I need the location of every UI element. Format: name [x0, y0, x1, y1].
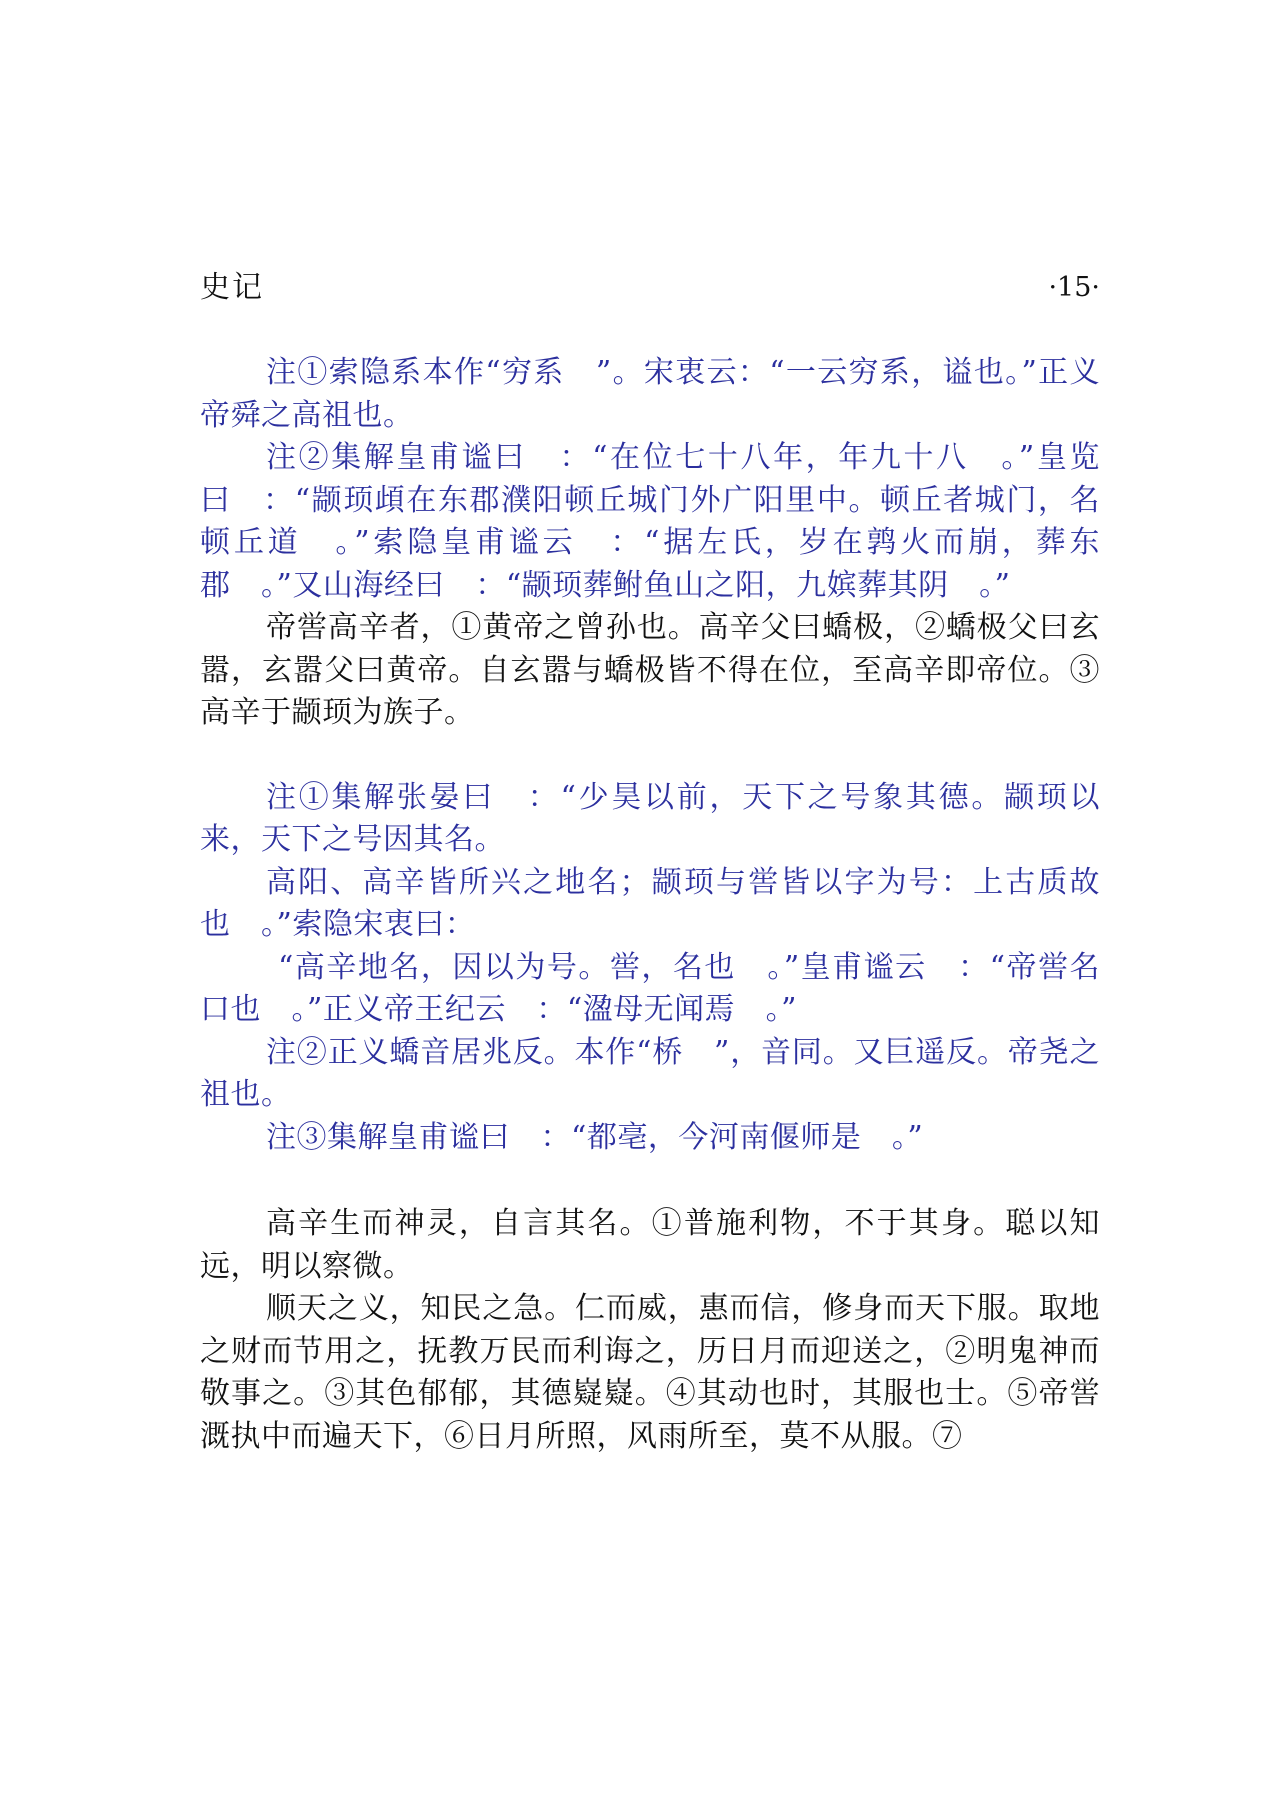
annotation-paragraph: “高辛地名，因以为号。喾，名也 。”皇甫谧云 ：“帝喾名口也 。”正义帝王纪云 ：“溋母无闻焉 。” — [200, 949, 1100, 1027]
paragraph-spacer — [200, 735, 1100, 777]
page-number: ·15· — [1048, 272, 1100, 303]
running-head — [200, 268, 1100, 308]
annotation-paragraph: 注①索隐系本作“穷系 ”。宋衷云：“一云穷系，谥也。”正义帝舜之高祖也。 — [200, 355, 1100, 433]
annotation-paragraph: 注③集解皇甫谧曰 ：“都亳，今河南偃师是 。” — [266, 1119, 924, 1155]
annotation-paragraph: 注②正义蟜音居兆反。本作“桥 ”，音同。又巨遥反。帝尧之祖也。 — [200, 1034, 1100, 1112]
book-title: 史记 — [200, 270, 264, 305]
body-text — [200, 352, 1100, 1458]
annotation-paragraph: 注①集解张晏曰 ：“少昊以前，天下之号象其德。颛顼以来，天下之号因其名。 — [200, 779, 1100, 857]
main-text-paragraph: 顺天之义，知民之急。仁而威，惠而信，修身而天下服。取地之财而节用之，抚教万民而利诲之，历日月而迎送之，②明鬼神而敬事之。③其色郁郁，其德嶷嶷。④其动也时，其服也士。⑤帝喾溉执中而遍天下，⑥日月所照，风雨所至，莫不从服。⑦ — [200, 1291, 1100, 1454]
annotation-paragraph: 注②集解皇甫谧曰 ：“在位七十八年，年九十八 。”皇览曰 ：“颛顼頉在东郡濮阳顿丘城门外广阳里中。顿丘者城门，名顿丘道 。”索隐皇甫谧云 ：“据左氏，岁在鹑火而崩，葬东郡 。”又山海经曰 ：“颛顼葬鲋鱼山之阳，九嫔葬其阴 。” — [200, 440, 1100, 603]
paragraph-spacer — [200, 1159, 1100, 1203]
main-text-paragraph: 高辛生而神灵，自言其名。①普施利物，不于其身。聪以知远，明以察微。 — [200, 1206, 1100, 1284]
annotation-paragraph: 高阳、高辛皆所兴之地名；颛顼与喾皆以字为号：上古质故也 。”索隐宋衷曰： — [200, 864, 1100, 942]
main-text-paragraph: 帝喾高辛者，①黄帝之曾孙也。高辛父曰蟜极，②蟜极父曰玄嚣，玄嚣父曰黄帝。自玄嚣与蟜极皆不得在位，至高辛即帝位。③高辛于颛顼为族子。 — [200, 610, 1100, 730]
